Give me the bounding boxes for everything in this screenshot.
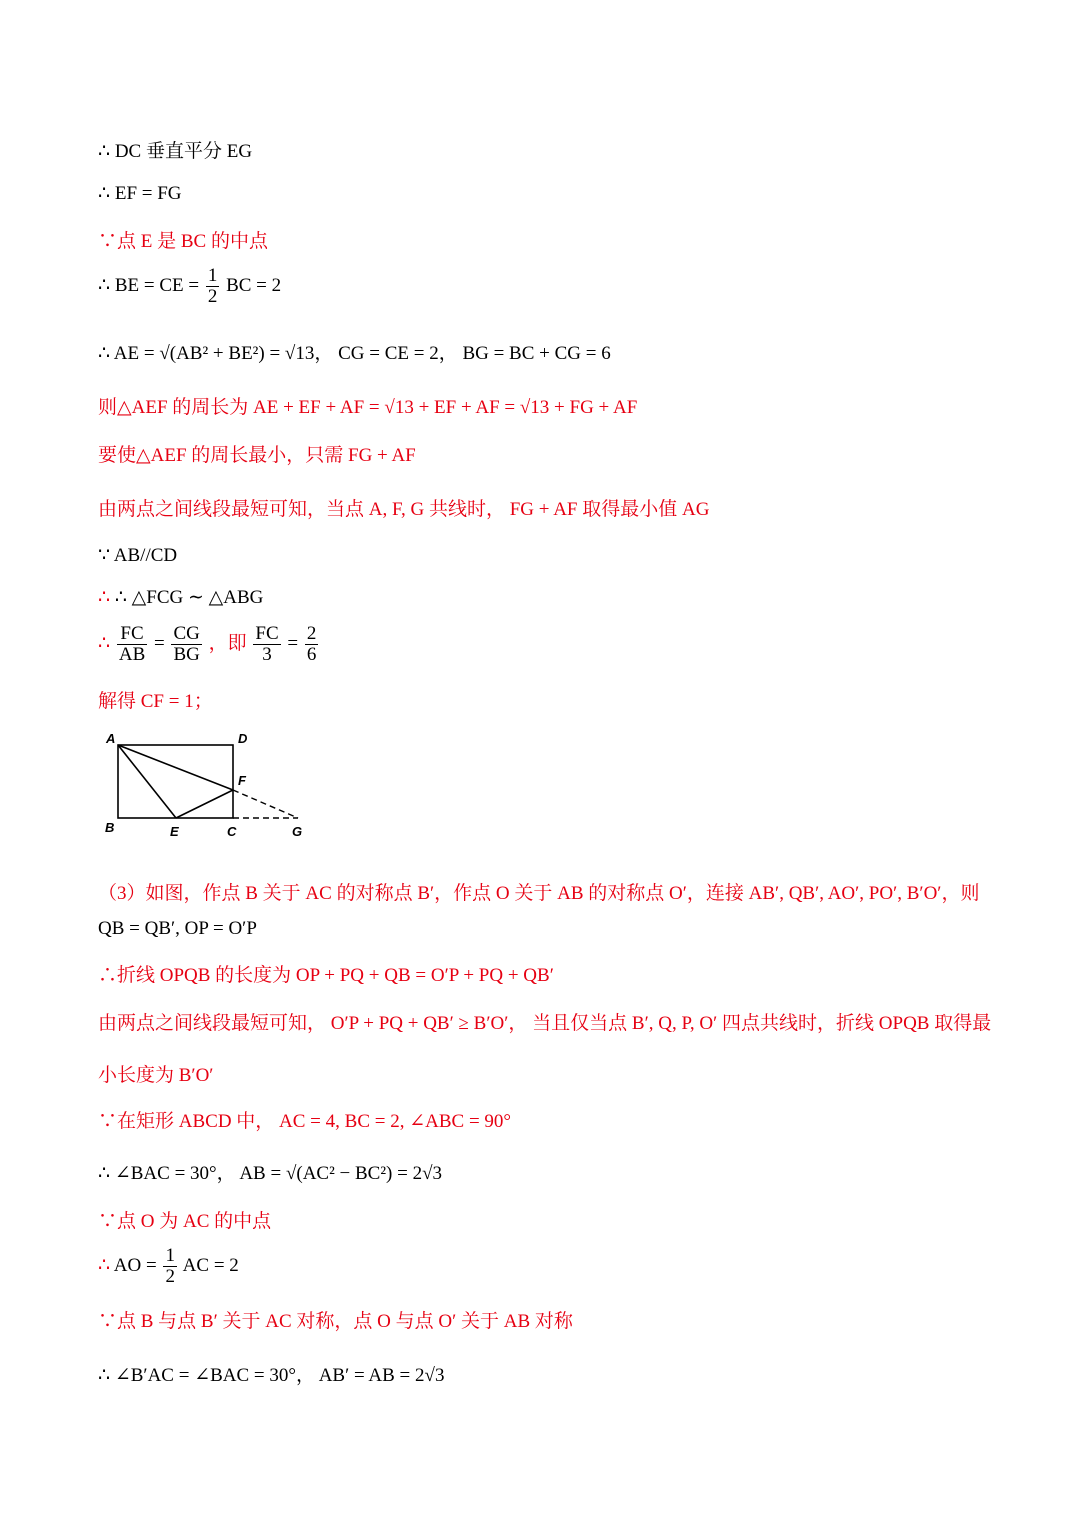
line-4: ∴ BE = CE = $\frac{1}{2}$ BC = 2 <box>98 265 282 307</box>
line-10: ∴ ∴ △FCG ∼ △ABG <box>98 587 264 608</box>
rectangle-abcd <box>118 745 233 818</box>
fraction: $\frac{FC}{AB}$ <box>118 623 146 665</box>
label-d: D <box>238 731 248 746</box>
line-6: 则△AEF 的周长为 AE + EF + AF = √13 + EF + AF = √13 + FG + AF <box>98 397 638 418</box>
line-7: 要使△AEF 的周长最小，只需 FG + AF <box>98 445 416 466</box>
line-3: ∵点 E 是 BC 的中点 <box>98 231 268 252</box>
fraction: $\frac{CG}{BG}$ <box>173 623 200 665</box>
line-12: 解得 CF = 1； <box>98 691 213 712</box>
line-16: 由两点之间线段最短可知， O′P + PQ + QB′ ≥ B′O′， 当且仅当点 B′, Q, P, O′ 四点共线时，折线 OPQB 取得最 <box>98 1013 992 1034</box>
line-19: ∴ ∠BAC = 30°， AB = √(AC² − BC²) = 2√3 <box>98 1163 443 1184</box>
line-22: ∵点 B 与点 B′ 关于 AC 对称，点 O 与点 O′ 关于 AB 对称 <box>98 1311 573 1332</box>
segment-ef <box>176 790 233 818</box>
line-13: （3）如图，作点 B 关于 AC 的对称点 B′，作点 O 关于 AB 的对称点 O′，连接 AB′, QB′, AO′, PO′, B′O′，则 <box>98 883 980 904</box>
line-5: ∴ AE = √(AB² + BE²) = √13， CG = CE = 2， BG = BC + CG = 6 <box>98 343 611 364</box>
line-17: 小长度为 B′O′ <box>98 1065 214 1086</box>
label-b: B <box>105 820 115 835</box>
line-20: ∵点 O 为 AC 的中点 <box>98 1211 272 1232</box>
label-g: G <box>292 824 303 839</box>
line-9: ∵ AB//CD <box>98 545 178 566</box>
line-21: ∴ AO = $\frac{1}{2}$ AC = 2 <box>98 1245 239 1287</box>
label-f: F <box>238 773 246 788</box>
fraction: $\frac{2}{6}$ <box>306 623 317 665</box>
fraction: $\frac{FC}{3}$ <box>255 623 279 665</box>
line-11: ∴ $\frac{FC}{AB}$ = $\frac{CG}{BG}$ ，即 $\frac{FC}{3}$ = $\frac{2}{6}$ <box>98 623 317 665</box>
line-1: ∴ DC 垂直平分 EG <box>98 141 253 162</box>
fraction: $\frac{1}{2}$ <box>165 1245 175 1287</box>
segment-fg-dashed <box>233 790 298 818</box>
line-8: 由两点之间线段最短可知，当点 A, F, G 共线时， FG + AF 取得最小值 AG <box>98 499 710 520</box>
line-2: ∴ EF = FG <box>98 183 182 204</box>
label-e: E <box>170 824 179 839</box>
line-15: ∴折线 OPQB 的长度为 OP + PQ + QB = O′P + PQ + QB′ <box>98 965 554 986</box>
fraction: $\frac{1}{2}$ <box>207 265 218 307</box>
line-14: QB = QB′, OP = O′P <box>98 918 257 939</box>
line-23: ∴ ∠B′AC = ∠BAC = 30°， AB′ = AB = 2√3 <box>98 1365 445 1386</box>
geometry-diagram <box>98 728 318 840</box>
label-c: C <box>227 824 237 839</box>
label-a: A <box>106 731 116 746</box>
line-18: ∵在矩形 ABCD 中， AC = 4, BC = 2, ∠ABC = 90° <box>98 1111 512 1132</box>
